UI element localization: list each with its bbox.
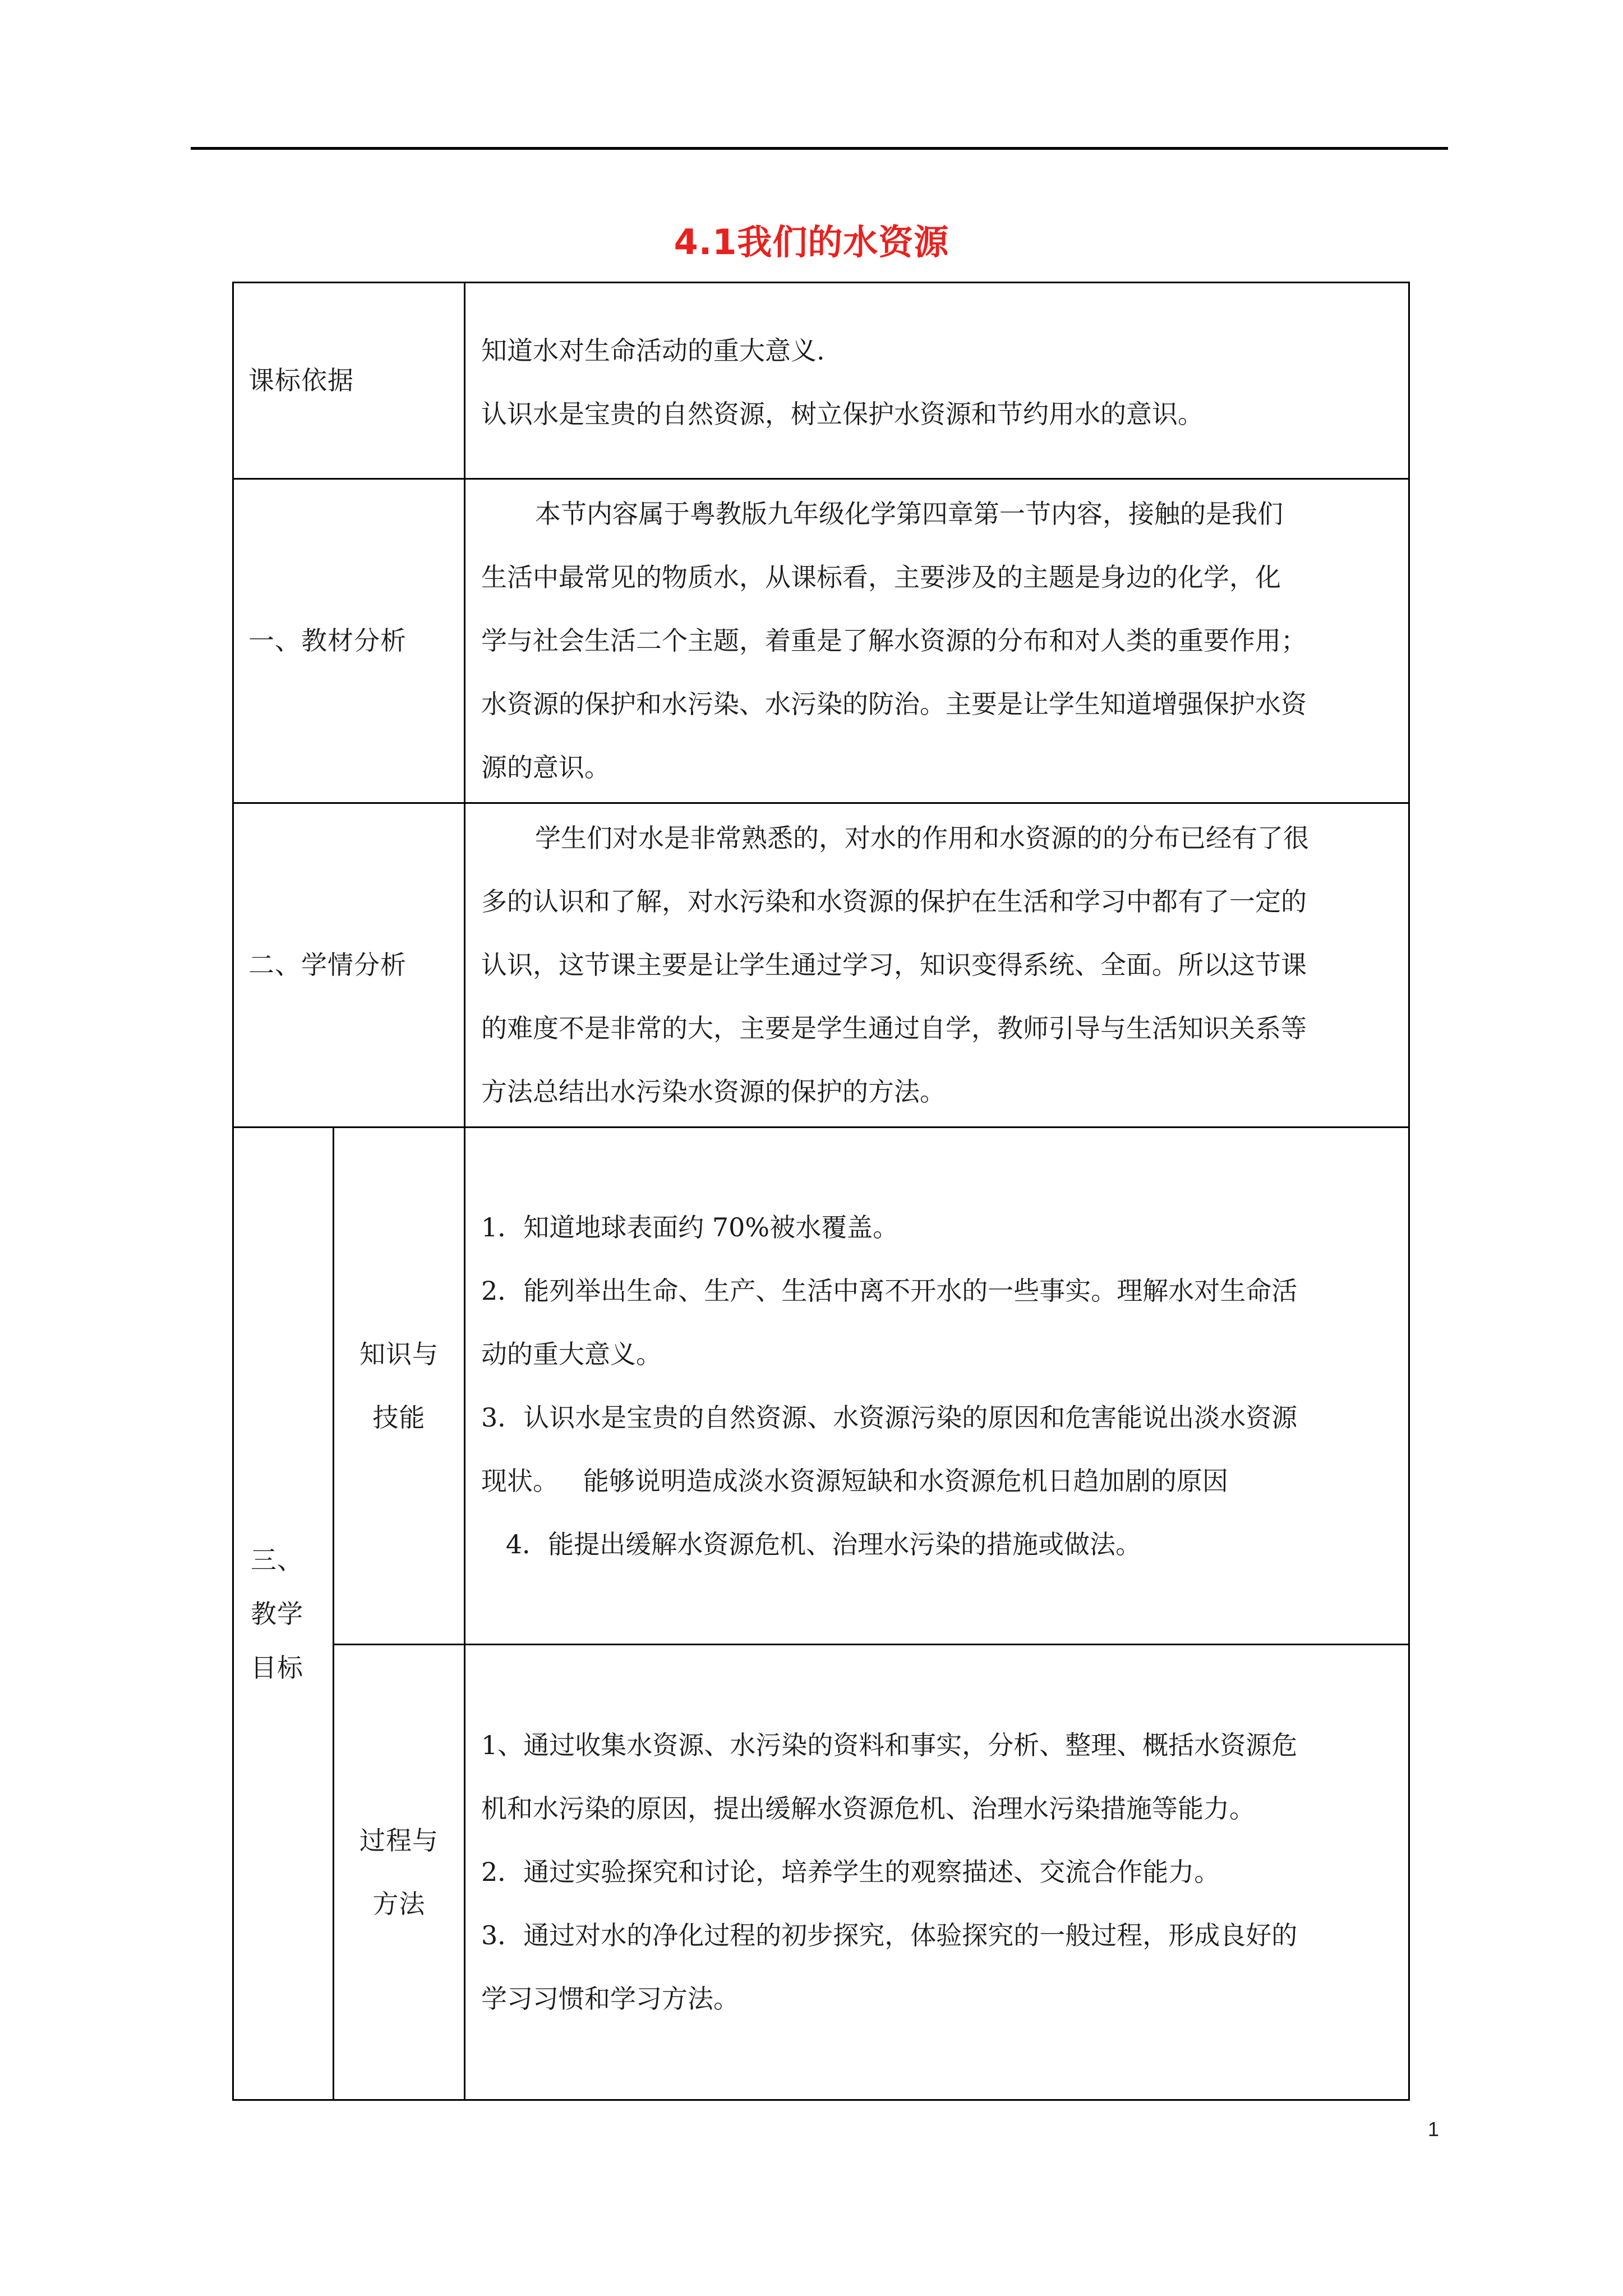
label-line: 教学: [251, 1598, 303, 1629]
label-line: 目标: [251, 1652, 303, 1683]
row-goals-process: [233, 1645, 1409, 2100]
text-line: 水资源的保护和水污染、水污染的防治。主要是让学生知道增强保护水资: [481, 689, 1307, 719]
row-textbook-analysis: [233, 479, 1409, 803]
row-student-analysis: [233, 803, 1409, 1128]
content-curriculum-basis: [465, 283, 1409, 479]
label-teaching-goals: [233, 1128, 334, 2100]
text-line: 4．能提出缓解水资源危机、治理水污染的措施或做法。: [481, 1529, 1142, 1559]
page-number: 1: [1427, 2118, 1439, 2141]
text-line: 认识水是宝贵的自然资源，树立保护水资源和节约用水的意识。: [481, 398, 1204, 429]
text-line: 认识，这节课主要是让学生通过学习，知识变得系统、全面。所以这节课: [481, 950, 1307, 980]
content-process-methods: [465, 1645, 1409, 2100]
text-line: 动的重大意义。: [481, 1338, 662, 1369]
text-line: 学与社会生活二个主题，着重是了解水资源的分布和对人类的重要作用；: [481, 625, 1307, 656]
text-line: 学生们对水是非常熟悉的，对水的作用和水资源的的分布已经有了很: [535, 823, 1309, 853]
content-textbook-analysis: [465, 479, 1409, 803]
text-line: 1、通过收集水资源、水污染的资料和事实，分析、整理、概括水资源危: [481, 1730, 1298, 1760]
row-curriculum-basis: [233, 283, 1409, 479]
text-line: 2．通过实验探究和讨论，培养学生的观察描述、交流合作能力。: [481, 1857, 1220, 1887]
label-curriculum-basis: 课标依据: [233, 283, 465, 479]
label-textbook-analysis: 一、教材分析: [233, 479, 465, 803]
lesson-plan-table: [232, 282, 1410, 2101]
text-line: 3．认识水是宝贵的自然资源、水资源污染的原因和危害能说出淡水资源: [481, 1402, 1298, 1433]
text-line: 1．知道地球表面约 70%被水覆盖。: [481, 1212, 899, 1243]
text-line: 多的认识和了解，对水污染和水资源的保护在生活和学习中都有了一定的: [481, 886, 1307, 917]
row-goals-knowledge: [233, 1128, 1409, 1645]
label-student-analysis: 二、学情分析: [233, 803, 465, 1128]
text-line: 现状。 能够说明造成淡水资源短缺和水资源危机日趋加剧的原因: [481, 1465, 1228, 1496]
text-line: 源的意识。: [481, 752, 610, 783]
label-line: 方法: [372, 1888, 426, 1919]
text-line: 机和水污染的原因，提出缓解水资源危机、治理水污染措施等能力。: [481, 1793, 1255, 1824]
label-knowledge-skills: [334, 1128, 465, 1645]
content-knowledge-skills: [465, 1128, 1409, 1645]
label-line: 知识与: [359, 1338, 439, 1369]
content-student-analysis: [465, 803, 1409, 1128]
text-line: 生活中最常见的物质水，从课标看，主要涉及的主题是身边的化学，化: [481, 562, 1281, 592]
label-line: 技能: [372, 1402, 426, 1433]
text-line: 3．通过对水的净化过程的初步探究，体验探究的一般过程，形成良好的: [481, 1920, 1298, 1950]
text-line: 知道水对生命活动的重大意义.: [481, 335, 825, 366]
label-line: 三、: [251, 1544, 303, 1575]
text-line: 方法总结出水污染水资源的保护的方法。: [481, 1076, 946, 1107]
label-process-methods: [334, 1645, 465, 2100]
text-line: 本节内容属于粤教版九年级化学第四章第一节内容，接触的是我们: [535, 499, 1283, 529]
label-line: 过程与: [359, 1825, 439, 1856]
text-line: 2．能列举出生命、生产、生活中离不开水的一些事实。理解水对生命活: [481, 1275, 1298, 1306]
document-title: 4.1我们的水资源: [674, 222, 949, 263]
text-line: 学习习惯和学习方法。: [481, 1984, 739, 2014]
text-line: 的难度不是非常的大，主要是学生通过自学，教师引导与生活知识关系等: [481, 1013, 1307, 1043]
header-rule: [191, 147, 1448, 150]
